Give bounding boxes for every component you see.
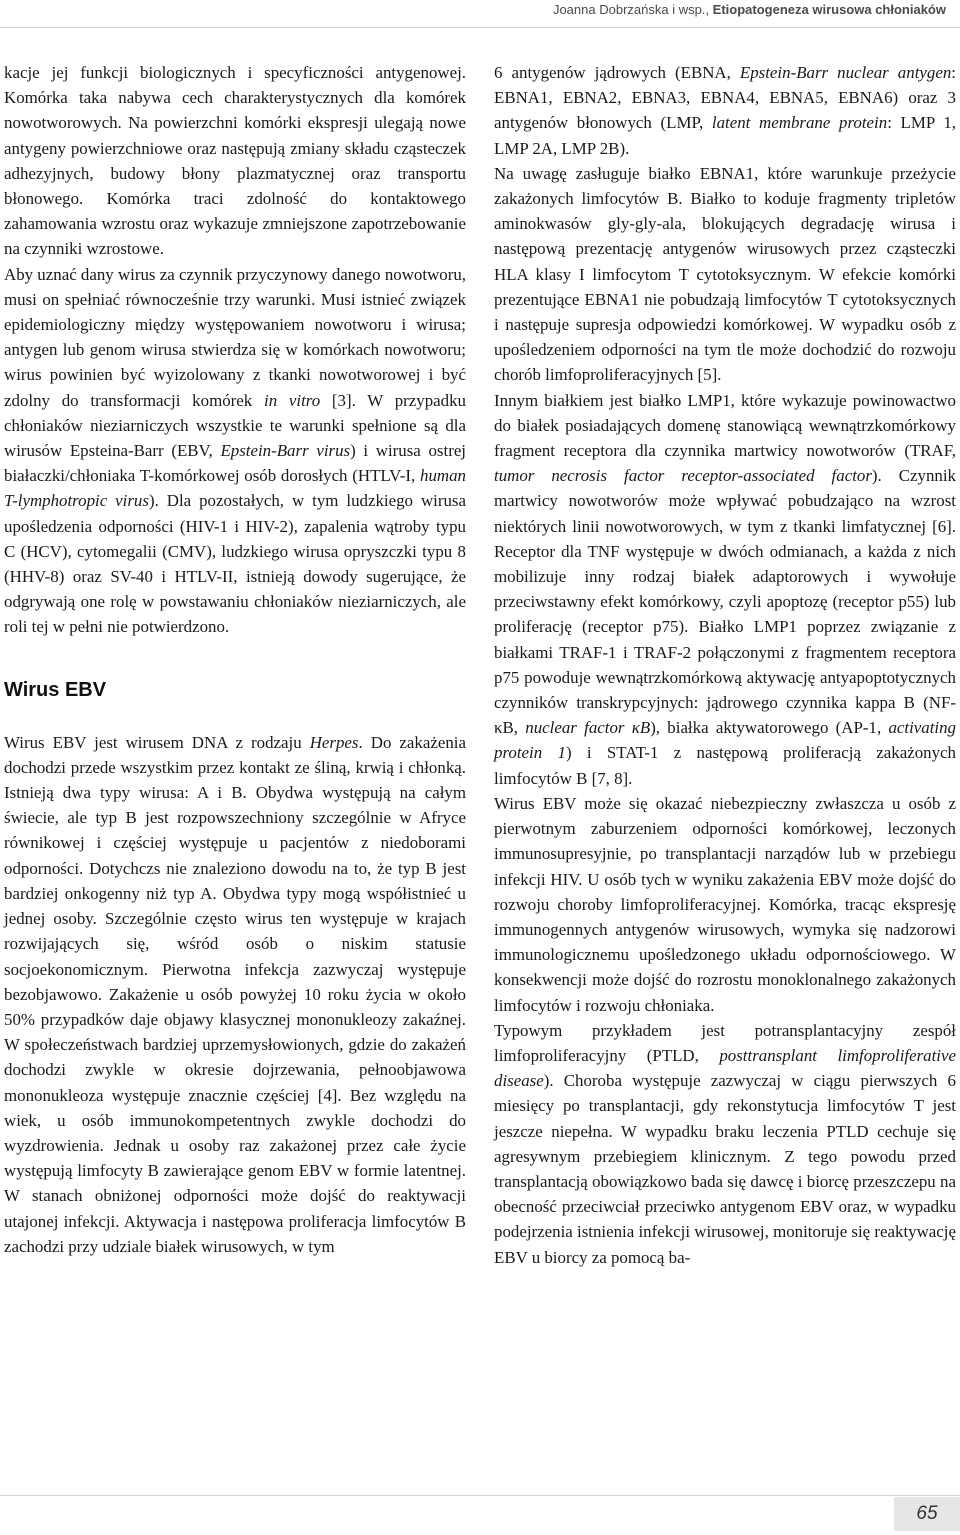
italic-term: Herpes bbox=[309, 732, 359, 752]
paragraph-ebv-intro bbox=[4, 730, 466, 1259]
italic-term: Epstein-Barr virus bbox=[220, 441, 351, 461]
paragraph-lmp1 bbox=[494, 388, 956, 791]
right-column bbox=[494, 60, 956, 1270]
text-run: ), białka aktywatorowego (AP-1, bbox=[650, 718, 889, 738]
text-run: ). Choroba występuje zazwyczaj w ciągu pierwszych 6 miesięcy po transplantacji, gdy rekonstytucja limfocytów T jest jeszcze niepełna. W wypadku braku leczenia PTLD cechuje się agresywnym przebiegiem klinicznym. Z tego powodu przed transplantacją obowiązkowo bada się dawcę i biorcę przeszczepu na obecność przeciwciał przeciwko antygenom EBV oraz, w wypadku podejrzenia istnienia infekcji wirusowej, monitoruje się reaktywację EBV u biorcy za pomocą ba- bbox=[494, 1071, 956, 1267]
text-run: 6 antygenów jądrowych (EBNA, bbox=[494, 63, 740, 82]
text-run: : LMP 1, LMP 2A, LMP 2B). bbox=[494, 113, 956, 158]
italic-term: latent membrane protein bbox=[711, 113, 888, 133]
italic-term: human T-lymphotropic virus bbox=[4, 466, 466, 511]
section-heading-ebv: Wirus EBV bbox=[4, 678, 107, 701]
text-run: Innym białkiem jest białko LMP1, które wykazuje powinowactwo do białek posiadających domenę stanowiącą wewnątrzkomórkowy fragment receptora dla czynnika martwicy nowotworów (TRAF, bbox=[494, 390, 956, 461]
header-rule bbox=[0, 27, 960, 28]
italic-term: Epstein-Barr nuclear antygen bbox=[739, 63, 952, 82]
paragraph-ebv-antigens bbox=[494, 60, 956, 161]
footer-rule bbox=[0, 1495, 960, 1496]
text-run: [3]. W przypadku chłoniaków nieziarniczych wszystkie te warunki spełnione są dla wirusów Epsteina-Barr (EBV, bbox=[4, 390, 466, 461]
text-run: ). Czynnik martwicy nowotworów może wpływać pobudzająco na wzrost niektórych linii nowotworowych, w tym z tkanki limfatycznej [6]. Receptor dla TNF występuje w dwóch odmianach, a każda z nich mobilizuje inny rodzaj białek adaptorowych i wywołuje przeciwstawny efekt komórkowy, czyli apoptozę (receptor p55) lub proliferację (receptor p75). Białko LMP1 poprzez związanie z białkami TRAF-1 i TRAF-2 połączonymi z fragmentem receptora p75 powoduje wewnątrzkomórkową aktywację antyapoptotycznych czynników transkrypcyjnych: jądrowego czynnika kappa B (NF-κB, bbox=[494, 466, 956, 738]
text-run: . Do zakażenia dochodzi przede wszystkim przez kontakt ze śliną, krwią i chłonką. Istnieją dwa typy wirusa: A i B. Obydwa występują na całym świecie, ale typ B jest rozpowszechniony szczególnie w Afryce równikowej i częściej występuje u pacjentów z niedoborami odporności. Dotychczs nie znaleziono dowodu na to, że typ B jest bardziej onkogenny niż typ A. Obydwa typy mogą współistnieć u jednej osoby. Szczególnie często wirus ten występuje w krajach rozwijających się, wśród osób o niskim statusie socjoekonomicznym. Pierwotna infekcja zazwyczaj występuje bezobjawowo. Zakażenie u osób powyżej 10 roku życia w około 50% przypadków daje objawy klasycznej mononukleozy zakaźnej. W społeczeństwach bardziej uprzemysłowionych, gdzie do zakażeń dochodzi zwykle w okresie dojrzewania, pełnoobjawowa mononukleoza występuje znacznie częściej [4]. Bez względu na wiek, u osób immunokompetentnych zwykle dochodzi do wyzdrowienia. Jednak u osoby raz zakażonej przez całe życie występują limfocyty B zawierające genom EBV w formie latentnej. W stanach obniżonej odporności może dojść do reaktywacji utajonej infekcji. Aktywacja i następowa proliferacja limfocytów B zachodzi przy udziale białek wirusowych, w tym bbox=[4, 732, 466, 1256]
header-article-title: Etiopatogeneza wirusowa chłoniaków bbox=[712, 2, 946, 17]
paragraph-ebna1: Na uwagę zasługuje białko EBNA1, które warunkuje przeżycie zakażonych limfocytów B. Białko to koduje fragmenty tripletów aminokwasów gly-gly-ala, blokujących degradację wirusa i następową prezentację antygenów wirusowych przez cząsteczki HLA klasy I limfocytom T cytotoksycznym. W efekcie komórki prezentujące EBNA1 nie pobudzają limfocytów T cytotoksycznych i następuje supresja odpowiedzi komórkowej. W wypadku osób z upośledzeniem odporności na tym tle może dochodzić do rozwoju chorób limfoproliferacyjnych [5]. bbox=[494, 163, 956, 385]
header-authors: Joanna Dobrzańska i wsp. bbox=[552, 2, 706, 17]
text-run: Aby uznać dany wirus za czynnik przyczynowy danego nowotworu, musi on spełniać równocześnie trzy warunki. Musi istnieć związek epidemiologiczny między występowaniem nowotworu i wirusa; antygen lub genom wirusa stwierdza się w komórkach nowotworu; wirus powinien być wyizolowany z tkanki nowotworowej i być zdolny do transformacji komórek bbox=[4, 264, 467, 410]
italic-term: activating protein 1 bbox=[494, 718, 956, 763]
paragraph-causal-criteria bbox=[4, 262, 466, 640]
text-run: ). Dla pozostałych, w tym ludzkiego wirusa upośledzenia odporności (HIV-1 i HIV-2), zapalenia wątroby typu C (HCV), cytomegalii (CMV), ludzkiego wirusa opryszczki typu 8 (HHV-8) oraz SV-40 i HTLV-II, istnieją dowody sugerujące, że odgrywają one rolę w powstawaniu chłoniaków nieziarniczych, ale roli tej w pełni nie potwierdzono. bbox=[4, 491, 466, 637]
text-run: ) i wirusa ostrej białaczki/chłoniaka T-komórkowej osób dorosłych (HTLV-I, bbox=[4, 441, 467, 486]
italic-term: tumor necrosis factor receptor-associated factor bbox=[494, 466, 872, 486]
paragraph-cell-transformation: kacje jej funkcji biologicznych i specyficzności antygenowej. Komórka taka nabywa cech charakterystycznych dla komórek nowotworowych. Na powierzchni komórki ekspresji ulegają nowe antygeny powierzchniowe oraz następują zmiany składu cząsteczek adhezyjnych, budowy błony plazmatycznej oraz transportu błonowego. Komórka traci zdolność do kontaktowego zahamowania wzrostu oraz wykazuje zmniejszone zapotrzebowanie na czynniki wzrostowe. bbox=[4, 63, 466, 259]
text-run: Typowym przykładem jest potransplantacyjny zespół limfoproliferacyjny (PTLD, bbox=[494, 1020, 956, 1065]
header-separator: , bbox=[705, 2, 713, 17]
left-column bbox=[4, 60, 466, 1259]
text-run: : EBNA1, EBNA2, EBNA3, EBNA4, EBNA5, EBNA6) oraz 3 antygenów błonowych (LMP, bbox=[494, 63, 956, 133]
paragraph-ebv-immunodeficiency: Wirus EBV może się okazać niebezpieczny zwłaszcza u osób z pierwotnym zaburzeniem odporności komórkowej, leczonych immunosupresyjnie, po transplantacji narządów lub w przebiegu infekcji HIV. U osób tych w wyniku zakażenia EBV może dojść do rozwoju choroby limfoproliferacyjnej. Komórka, tracąc ekspresję immunogennych antygenów wirusowych, wymyka się nadzorowi immunologicznemu upośledzonego układu odpornościowego. W konsekwencji może dojść do rozrostu monoklonalnego zakażonych limfocytów i rozwoju chłoniaka. bbox=[494, 793, 956, 1015]
running-header bbox=[0, 0, 960, 26]
page-number: 65 bbox=[894, 1497, 960, 1531]
paragraph-ptld bbox=[494, 1018, 956, 1270]
text-run: Wirus EBV jest wirusem DNA z rodzaju bbox=[4, 732, 310, 752]
italic-term: posttransplant limfoproliferative disease bbox=[494, 1045, 956, 1091]
text-run: ) i STAT-1 z następową proliferacją zakażonych limfocytów B [7, 8]. bbox=[494, 743, 956, 788]
italic-term: nuclear factor κB bbox=[525, 718, 651, 738]
italic-term: in vitro bbox=[264, 390, 321, 410]
